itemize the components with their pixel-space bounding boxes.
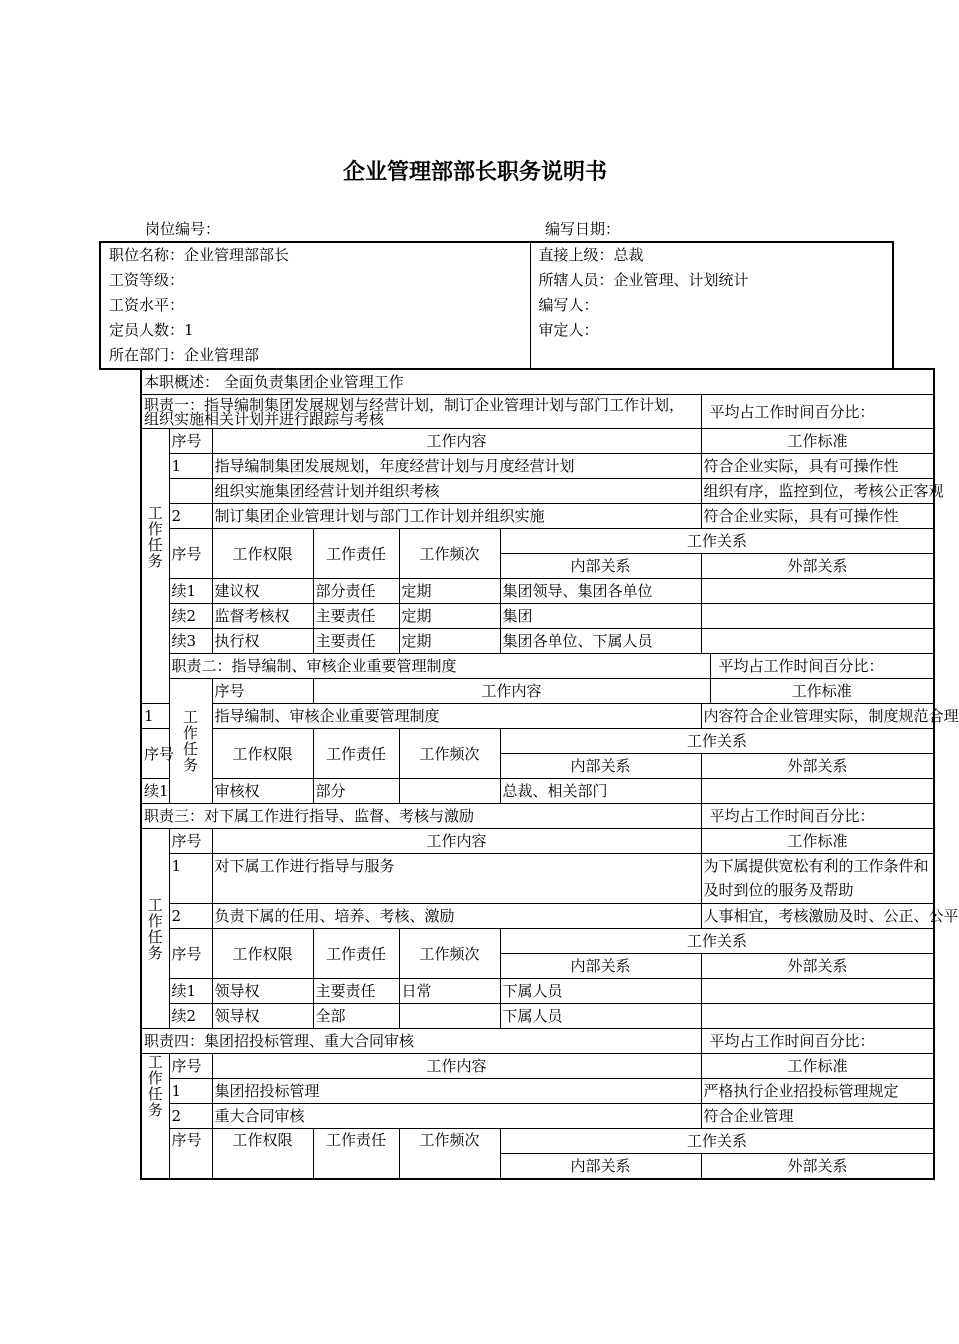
seq-header: 序号 <box>169 829 212 854</box>
task-standard: 内容符合企业管理实际，制度规范合理 <box>701 704 934 729</box>
frequency-header: 工作频次 <box>399 1129 500 1180</box>
responsibility-header: 工作责任 <box>313 929 399 979</box>
duty-title: 职责二：指导编制、审核企业重要管理制度 <box>169 654 710 679</box>
subordinates: 所辖人员：企业管理、计划统计 <box>538 271 749 289</box>
task-content: 对下属工作进行指导与服务 <box>212 854 701 904</box>
relations-header: 工作关系 <box>500 729 934 754</box>
internal-header: 内部关系 <box>500 754 701 779</box>
right-internal: 总裁、相关部门 <box>500 779 701 804</box>
relations-header: 工作关系 <box>500 529 934 554</box>
right-seq: 续1 <box>141 779 169 804</box>
right-external <box>701 579 934 604</box>
task-seq: 2 <box>169 904 212 929</box>
task-seq: 2 <box>169 504 212 529</box>
task-content: 集团招投标管理 <box>212 1079 701 1104</box>
authority-header: 工作权限 <box>212 1129 313 1180</box>
external-header: 外部关系 <box>701 754 934 779</box>
summary: 本职概述： 全面负责集团企业管理工作 <box>141 369 934 395</box>
duty-title: 职责四：集团招投标管理、重大合同审核 <box>141 1029 701 1054</box>
right-internal: 集团各单位、下属人员 <box>500 629 701 654</box>
date-label: 编写日期： <box>545 220 621 238</box>
right-frequency: 定期 <box>399 579 500 604</box>
content-header: 工作内容 <box>212 429 701 454</box>
pct-label: 平均占工作时间百分比： <box>710 654 934 679</box>
right-authority: 领导权 <box>212 979 313 1004</box>
right-authority: 审核权 <box>212 779 313 804</box>
salary-grade: 工资等级： <box>100 268 530 293</box>
right-frequency <box>399 1004 500 1029</box>
right-responsibility: 全部 <box>313 1004 399 1029</box>
right-external <box>701 979 934 1004</box>
pct-label: 平均占工作时间百分比： <box>701 1029 934 1054</box>
right-responsibility: 主要责任 <box>313 629 399 654</box>
task-content: 负责下属的任用、培养、考核、激励 <box>212 904 701 929</box>
seq-header: 序号 <box>212 679 313 704</box>
content-header: 工作内容 <box>313 679 710 704</box>
right-seq: 续1 <box>169 579 212 604</box>
right-external <box>701 629 934 654</box>
seq-header: 序号 <box>169 1054 212 1079</box>
right-frequency <box>399 779 500 804</box>
standard-header: 工作标准 <box>710 679 934 704</box>
right-internal: 集团领导、集团各单位 <box>500 579 701 604</box>
duty-title: 职责一：指导编制集团发展规划与经营计划，制订企业管理计划与部门工作计划，组织实施相关计划并进行跟踪与考核 <box>141 395 701 429</box>
right-seq: 续2 <box>169 1004 212 1029</box>
internal-header: 内部关系 <box>500 954 701 979</box>
authority-header: 工作权限 <box>212 529 313 579</box>
approver: 审定人： <box>538 321 599 339</box>
right-frequency: 定期 <box>399 629 500 654</box>
task-seq: 1 <box>169 454 212 479</box>
frequency-header: 工作频次 <box>399 929 500 979</box>
right-external <box>701 779 934 804</box>
right-authority: 领导权 <box>212 1004 313 1029</box>
right-internal: 下属人员 <box>500 979 701 1004</box>
position-no-label: 岗位编号： <box>145 220 221 238</box>
right-responsibility: 主要责任 <box>313 604 399 629</box>
internal-header: 内部关系 <box>500 554 701 579</box>
right-authority: 监督考核权 <box>212 604 313 629</box>
task-seq: 1 <box>169 1079 212 1104</box>
task-seq <box>169 479 212 504</box>
page-title: 企业管理部部长职务说明书 <box>342 160 607 185</box>
task-standard: 组织有序，监控到位，考核公正客观 <box>701 479 934 504</box>
right-seq: 续3 <box>169 629 212 654</box>
seq-header: 序号 <box>141 729 169 779</box>
task-standard: 符合企业实际，具有可操作性 <box>701 454 934 479</box>
task-content: 重大合同审核 <box>212 1104 701 1129</box>
seq-header: 序号 <box>169 1129 212 1180</box>
task-standard: 为下属提供宽松有利的工作条件和及时到位的服务及帮助 <box>701 854 934 904</box>
task-content: 制订集团企业管理计划与部门工作计划并组织实施 <box>212 504 701 529</box>
task-standard: 符合企业实际，具有可操作性 <box>701 504 934 529</box>
header-table <box>99 241 894 370</box>
internal-header: 内部关系 <box>500 1154 701 1180</box>
header-empty <box>530 343 893 369</box>
relations-header: 工作关系 <box>500 929 934 954</box>
frequency-header: 工作频次 <box>399 729 500 779</box>
relations-header: 工作关系 <box>500 1129 934 1154</box>
right-responsibility: 部分责任 <box>313 579 399 604</box>
pct-label: 平均占工作时间百分比： <box>701 395 934 429</box>
task-seq: 1 <box>169 854 212 904</box>
right-responsibility: 主要责任 <box>313 979 399 1004</box>
right-external <box>701 1004 934 1029</box>
right-responsibility: 部分 <box>313 779 399 804</box>
direct-superior: 直接上级：总裁 <box>538 246 644 264</box>
responsibility-header: 工作责任 <box>313 729 399 779</box>
content-header: 工作内容 <box>212 829 701 854</box>
task-standard: 严格执行企业招投标管理规定 <box>701 1079 934 1104</box>
position-name: 职位名称：企业管理部部长 <box>100 242 530 268</box>
standard-header: 工作标准 <box>701 829 934 854</box>
right-frequency: 日常 <box>399 979 500 1004</box>
frequency-header: 工作频次 <box>399 529 500 579</box>
external-header: 外部关系 <box>701 954 934 979</box>
content-header: 工作内容 <box>212 1054 701 1079</box>
task-content: 组织实施集团经营计划并组织考核 <box>212 479 701 504</box>
department: 所在部门：企业管理部 <box>100 343 530 369</box>
external-header: 外部关系 <box>701 1154 934 1180</box>
right-frequency: 定期 <box>399 604 500 629</box>
standard-header: 工作标准 <box>701 1054 934 1079</box>
seq-header: 序号 <box>169 929 212 979</box>
right-external <box>701 604 934 629</box>
author: 编写人： <box>538 296 599 314</box>
external-header: 外部关系 <box>701 554 934 579</box>
right-seq: 续1 <box>169 979 212 1004</box>
responsibility-header: 工作责任 <box>313 529 399 579</box>
right-authority: 执行权 <box>212 629 313 654</box>
task-content: 指导编制集团发展规划，年度经营计划与月度经营计划 <box>212 454 701 479</box>
authority-header: 工作权限 <box>212 729 313 779</box>
standard-header: 工作标准 <box>701 429 934 454</box>
duty-title: 职责三：对下属工作进行指导、监督、考核与激励 <box>141 804 701 829</box>
salary-level: 工资水平： <box>100 293 530 318</box>
task-standard: 人事相宜，考核激励及时、公正、公平 <box>701 904 934 929</box>
right-internal: 下属人员 <box>500 1004 701 1029</box>
task-vertical-label: 工 作 任 务 <box>141 429 169 704</box>
task-standard: 符合企业管理 <box>701 1104 934 1129</box>
pct-label: 平均占工作时间百分比： <box>701 804 934 829</box>
seq-header: 序号 <box>169 429 212 454</box>
task-seq: 1 <box>141 704 169 729</box>
authority-header: 工作权限 <box>212 929 313 979</box>
right-seq: 续2 <box>169 604 212 629</box>
task-content: 指导编制、审核企业重要管理制度 <box>212 704 701 729</box>
responsibility-header: 工作责任 <box>313 1129 399 1180</box>
right-authority: 建议权 <box>212 579 313 604</box>
task-vertical-label: 工 作 任 务 <box>141 829 169 1029</box>
task-vertical-label: 工 作 任 务 <box>169 679 212 804</box>
task-seq: 2 <box>169 1104 212 1129</box>
duties-table <box>140 368 959 1180</box>
seq-header: 序号 <box>169 529 212 579</box>
right-internal: 集团 <box>500 604 701 629</box>
headcount: 定员人数：1 <box>100 318 530 343</box>
task-vertical-label: 工 作 任 务 <box>141 1054 169 1180</box>
